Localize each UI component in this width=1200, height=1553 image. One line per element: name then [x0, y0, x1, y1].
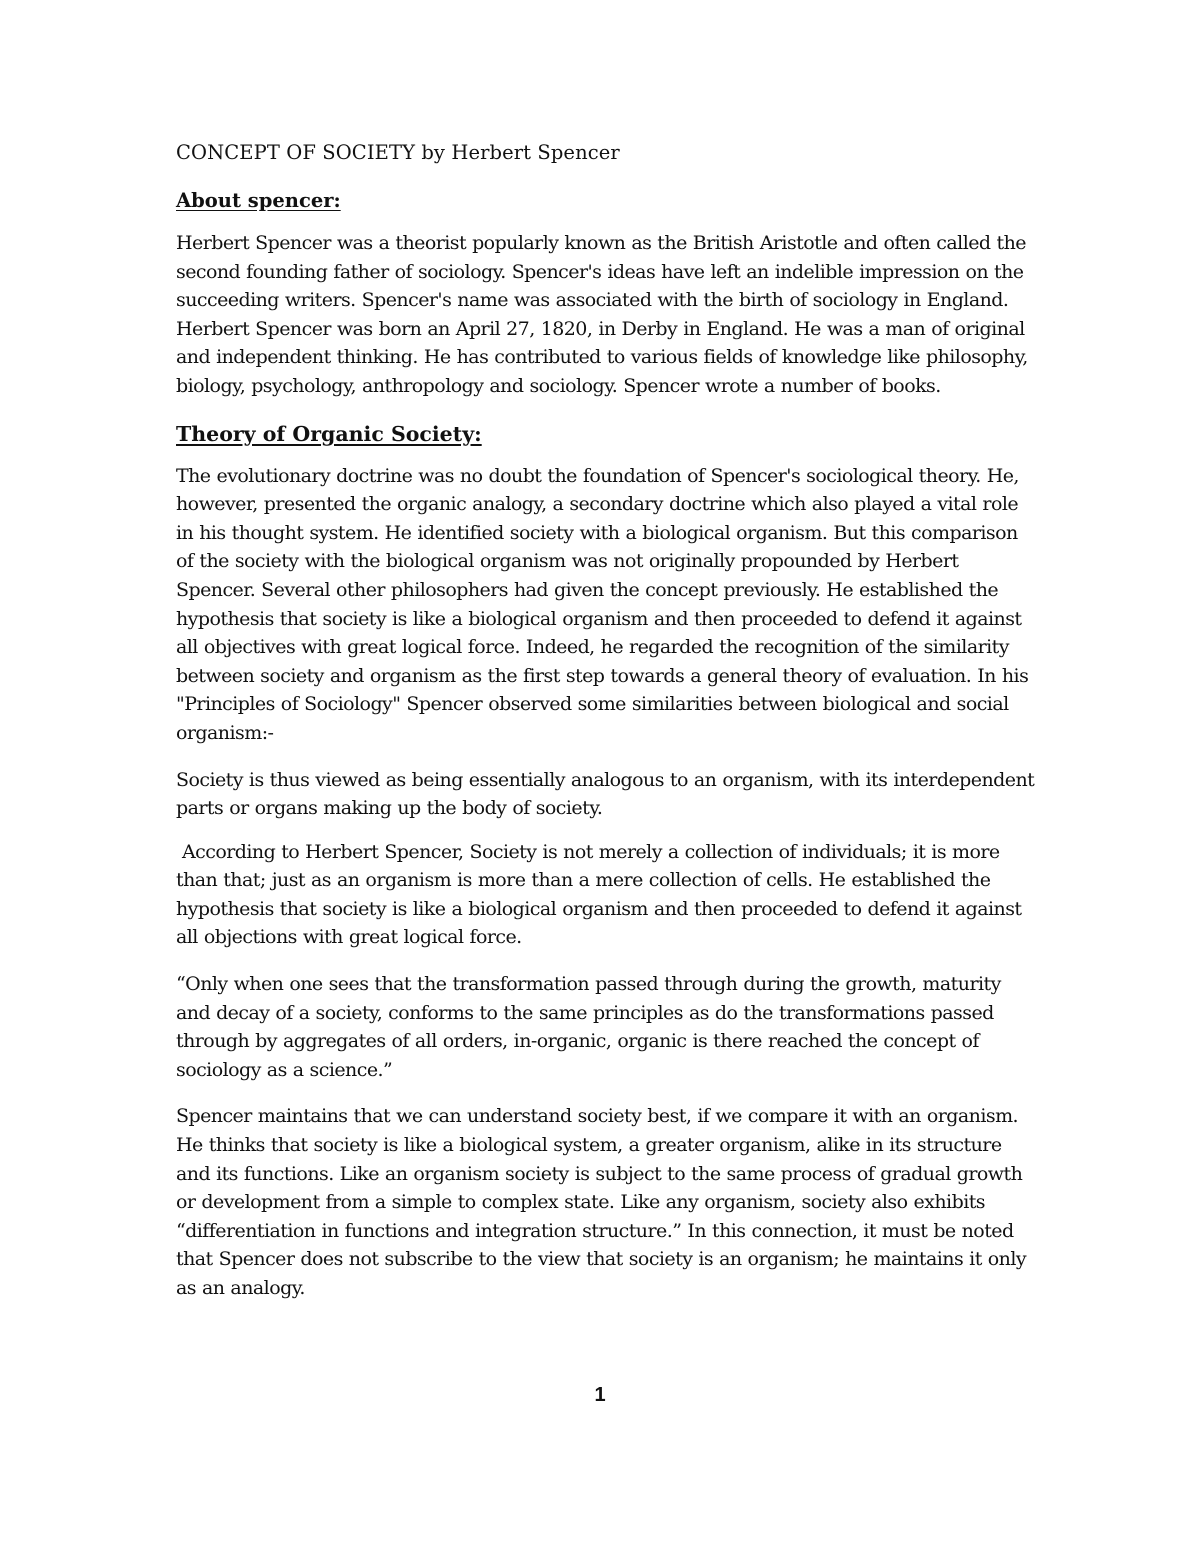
section-heading-about-spencer: About spencer: [176, 189, 341, 212]
paragraph-spencer-quote: “Only when one sees that the transformation passed through during the growth, maturity and decay of a society, conforms to the same principles as do the transformations passed through by aggregates of all orders, in-organic, organic is there reached the concept of sociology as a science.” [176, 973, 1001, 1081]
document-body [176, 138, 1036, 1321]
section-heading-organic-society: Theory of Organic Society: [176, 421, 482, 446]
document-title: CONCEPT OF SOCIETY by Herbert Spencer [176, 141, 620, 164]
paragraph-evolutionary-doctrine: The evolutionary doctrine was no doubt the foundation of Spencer's sociological theory. He, however, presented the organic analogy, a secondary doctrine which also played a vital role in his thought system. He identified society with a biological organism. But this comparison of the society with the biological organism was not originally propounded by Herbert Spencer. Several other philosophers had given the concept previously. He established the hypothesis that society is like a biological organism and then proceeded to defend it against all objectives with great logical force. Indeed, he regarded the recognition of the similarity between society and organism as the first step towards a general theory of evaluation. In his "Principles of Sociology" Spencer observed some similarities between biological and social organism:- [176, 464, 1029, 744]
paragraph-society-analogous: Society is thus viewed as being essentially analogous to an organism, with its interdependent parts or organs making up the body of society. [176, 768, 1035, 820]
paragraph-organism-analogy: Spencer maintains that we can understand society best, if we compare it with an organism. He thinks that society is like a biological system, a greater organism, alike in its structure and its functions. Like an organism society is subject to the same process of gradual growth or development from a simple to complex state. Like any organism, society also exhibits “differentiation in functions and integration structure.” In this connection, it must be noted that Spencer does not subscribe to the view that society is an organism; he maintains it only as an analogy. [176, 1105, 1027, 1299]
page-number: 1 [594, 1384, 606, 1406]
paragraph-collection-of-individuals: According to Herbert Spencer, Society is not merely a collection of individuals; it is more than that; just as an organism is more than a mere collection of cells. He established the hypothesis that society is like a biological organism and then proceeded to defend it against all objections with great logical force. [176, 840, 1028, 949]
paragraph-about-spencer: Herbert Spencer was a theorist popularly known as the British Aristotle and often called the second founding father of sociology. Spencer's ideas have left an indelible impression on the succeeding writers. Spencer's name was associated with the birth of sociology in England. Herbert Spencer was born an April 27, 1820, in Derby in England. He was a man of original and independent thinking. He has contributed to various fields of knowledge like philosophy, biology, psychology, anthropology and sociology. Spencer wrote a number of books. [176, 232, 1028, 397]
